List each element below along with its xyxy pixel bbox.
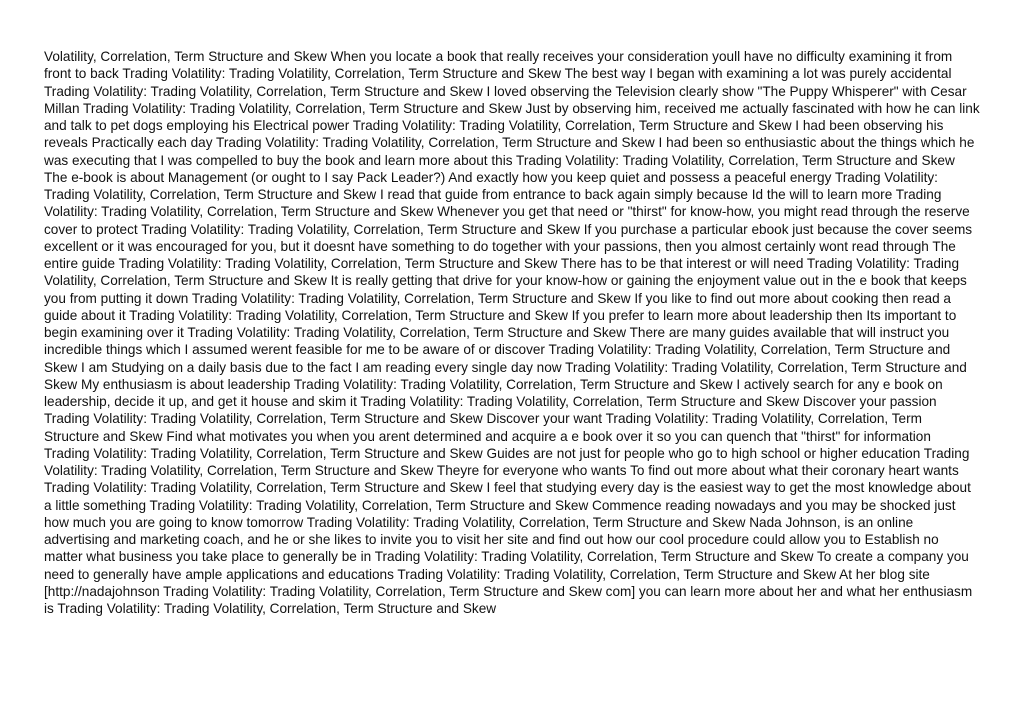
document-page — [44, 48, 980, 617]
body-paragraph: Volatility, Correlation, Term Structure and Skew When you locate a book that really receives your consideration youll have no difficulty examining it from front to back Trading Volatility: Trading Volatility, Correlation, Term Structure and Skew The best way I began with examining a lot was purely accidental Trading Volatility: Trading Volatility, Correlation, Term Structure and Skew I loved observing the Television clearly show "The Puppy Whisperer" with Cesar Millan Trading Volatility: Trading Volatility, Correlation, Term Structure and Skew Just by observing him, received me actually fascinated with how he can link and talk to pet dogs employing his Electrical power Trading Volatility: Trading Volatility, Correlation, Term Structure and Skew I had been observing his reveals Practically each day Trading Volatility: Trading Volatility, Correlation, Term Structure and Skew I had been so enthusiastic about the things which he was executing that I was compelled to buy the book and learn more about this Trading Volatility: Trading Volatility, Correlation, Term Structure and Skew The e-book is about Management (or ought to I say Pack Leader?) And exactly how you keep quiet and possess a peaceful energy Trading Volatility: Trading Volatility, Correlation, Term Structure and Skew I read that guide from entrance to back again simply because Id the will to learn more Trading Volatility: Trading Volatility, Correlation, Term Structure and Skew Whenever you get that need or "thirst" for know-how, you might read through the reserve cover to protect Trading Volatility: Trading Volatility, Correlation, Term Structure and Skew If you purchase a particular ebook just because the cover seems excellent or it was encouraged for you, but it doesnt have something to do together with your passions, then you almost certainly wont read through The entire guide Trading Volatility: Trading Volatility, Correlation, Term Structure and Skew There has to be that interest or will need Trading Volatility: Trading Volatility, Correlation, Term Structure and Skew It is really getting that drive for your know-how or gaining the enjoyment value out in the e book that keeps you from putting it down Trading Volatility: Trading Volatility, Correlation, Term Structure and Skew If you like to find out more about cooking then read a guide about it Trading Volatility: Trading Volatility, Correlation, Term Structure and Skew If you prefer to learn more about leadership then Its important to begin examining over it Trading Volatility: Trading Volatility, Correlation, Term Structure and Skew There are many guides available that will instruct you incredible things which I assumed werent feasible for me to be aware of or discover Trading Volatility: Trading Volatility, Correlation, Term Structure and Skew I am Studying on a daily basis due to the fact I am reading every single day now Trading Volatility: Trading Volatility, Correlation, Term Structure and Skew My enthusiasm is about leadership Trading Volatility: Trading Volatility, Correlation, Term Structure and Skew I actively search for any e book on leadership, decide it up, and get it house and skim it Trading Volatility: Trading Volatility, Correlation, Term Structure and Skew Discover your passion Trading Volatility: Trading Volatility, Correlation, Term Structure and Skew Discover your want Trading Volatility: Trading Volatility, Correlation, Term Structure and Skew Find what motivates you when you arent determined and acquire a e book over it so you can quench that "thirst" for information Trading Volatility: Trading Volatility, Correlation, Term Structure and Skew Guides are not just for people who go to high school or higher education Trading Volatility: Trading Volatility, Correlation, Term Structure and Skew Theyre for everyone who wants To find out more about what their coronary heart wants Trading Volatility: Trading Volatility, Correlation, Term Structure and Skew I feel that studying every day is the easiest way to get the most knowledge about a little something Trading Volatility: Trading Volatility, Correlation, Term Structure and Skew Commence reading nowadays and you may be shocked just how much you are going to know tomorrow Trading Volatility: Trading Volatility, Correlation, Term Structure and Skew Nada Johnson, is an online advertising and marketing coach, and he or she likes to invite you to visit her site and find out how our cool procedure could allow you to Establish no matter what business you take place to generally be in Trading Volatility: Trading Volatility, Correlation, Term Structure and Skew To create a company you need to generally have ample applications and educations Trading Volatility: Trading Volatility, Correlation, Term Structure and Skew At her blog site [http://nadajohnson Trading Volatility: Trading Volatility, Correlation, Term Structure and Skew com] you can learn more about her and what her enthusiasm is Trading Volatility: Trading Volatility, Correlation, Term Structure and Skew — [44, 49, 980, 616]
